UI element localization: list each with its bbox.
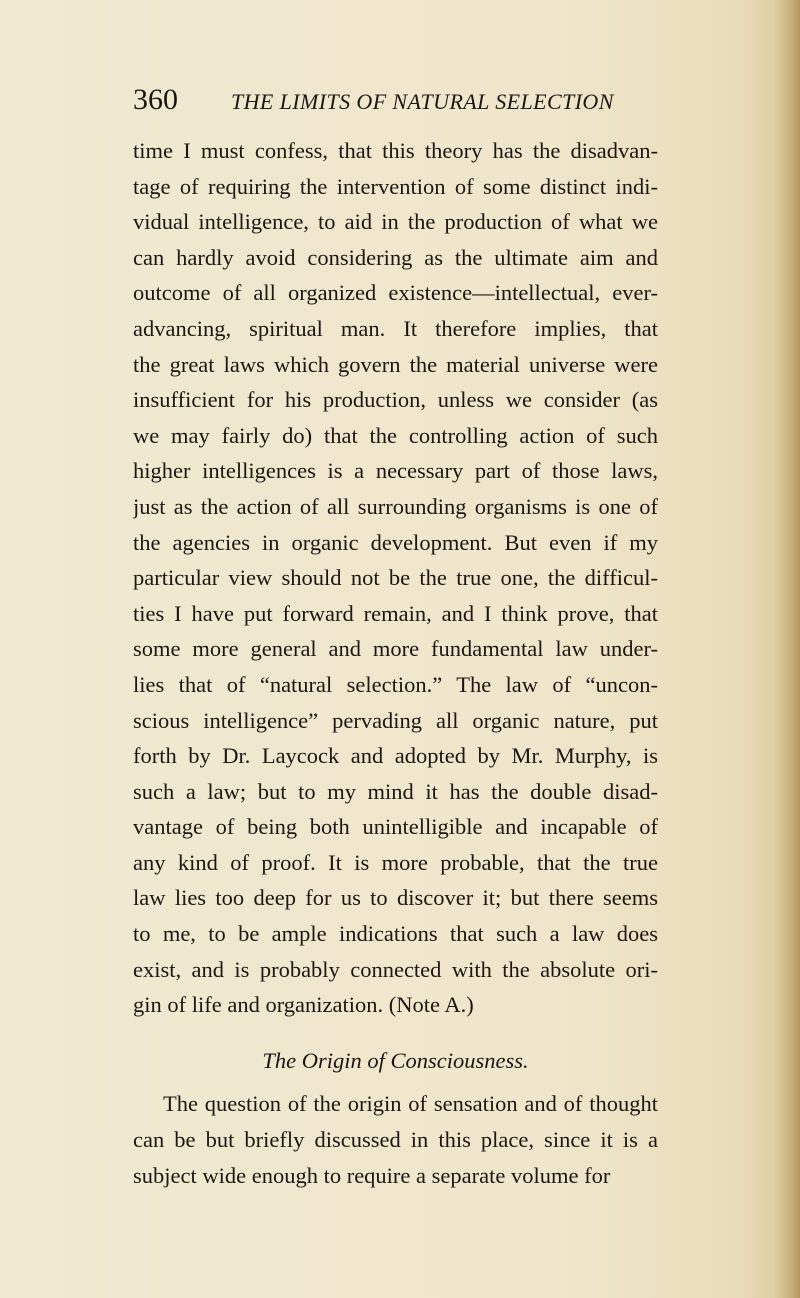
text-line: scious intelligence” pervading all organic nature, put	[133, 707, 658, 733]
text-line: forth by Dr. Laycock and adopted by Mr. Murphy, is	[133, 743, 658, 769]
text-line: tage of requiring the intervention of some distinct indi-	[133, 173, 658, 199]
running-title: THE LIMITS OF NATURAL SELECTION	[231, 89, 614, 114]
text-line: any kind of proof. It is more probable, that the true	[133, 849, 658, 875]
text-line: higher intelligences is a necessary part of those laws,	[133, 458, 658, 484]
text-line: particular view should not be the true one, the difficul-	[133, 565, 658, 591]
text-line: advancing, spiritual man. It therefore implies, that	[133, 315, 658, 341]
paragraph-1	[133, 133, 658, 1023]
text-line: time I must confess, that this theory has the disadvan-	[133, 138, 658, 163]
text-line: vantage of being both unintelligible and incapable of	[133, 814, 658, 840]
text-line: to me, to be ample indications that such a law does	[133, 921, 658, 947]
text-line: law lies too deep for us to discover it; but there seems	[133, 885, 658, 911]
text-line: some more general and more fundamental law under-	[133, 636, 658, 662]
page-edge-shadow	[774, 0, 800, 1298]
text-line: insufficient for his production, unless we consider (as	[133, 387, 658, 413]
page-number: 360	[133, 83, 178, 116]
text-line: can hardly avoid considering as the ultimate aim and	[133, 244, 658, 270]
text-line: exist, and is probably connected with the absolute ori-	[133, 956, 658, 982]
section-heading: The Origin of Consciousness.	[262, 1047, 529, 1073]
text-line: gin of life and organization. (Note A.)	[133, 992, 474, 1018]
body-text	[133, 133, 658, 1193]
text-line: subject wide enough to require a separate volume for	[133, 1162, 611, 1188]
text-line: outcome of all organized existence—intellectual, ever-	[133, 280, 658, 306]
text-line: such a law; but to my mind it has the double disad-	[133, 778, 658, 804]
text-line: the agencies in organic development. But even if my	[133, 529, 658, 555]
paragraph-2	[133, 1086, 658, 1193]
text-line: vidual intelligence, to aid in the production of what we	[133, 209, 658, 235]
text-line: just as the action of all surrounding organisms is one of	[133, 493, 658, 519]
text-line: ties I have put forward remain, and I think prove, that	[133, 600, 658, 626]
text-line: The question of the origin of sensation and of thought	[163, 1091, 658, 1117]
text-line: can be but briefly discussed in this place, since it is a	[133, 1127, 658, 1153]
text-line: we may fairly do) that the controlling action of such	[133, 422, 658, 448]
text-line: the great laws which govern the material universe were	[133, 351, 658, 377]
page-header	[133, 82, 653, 122]
text-line: lies that of “natural selection.” The law of “uncon-	[133, 671, 658, 697]
